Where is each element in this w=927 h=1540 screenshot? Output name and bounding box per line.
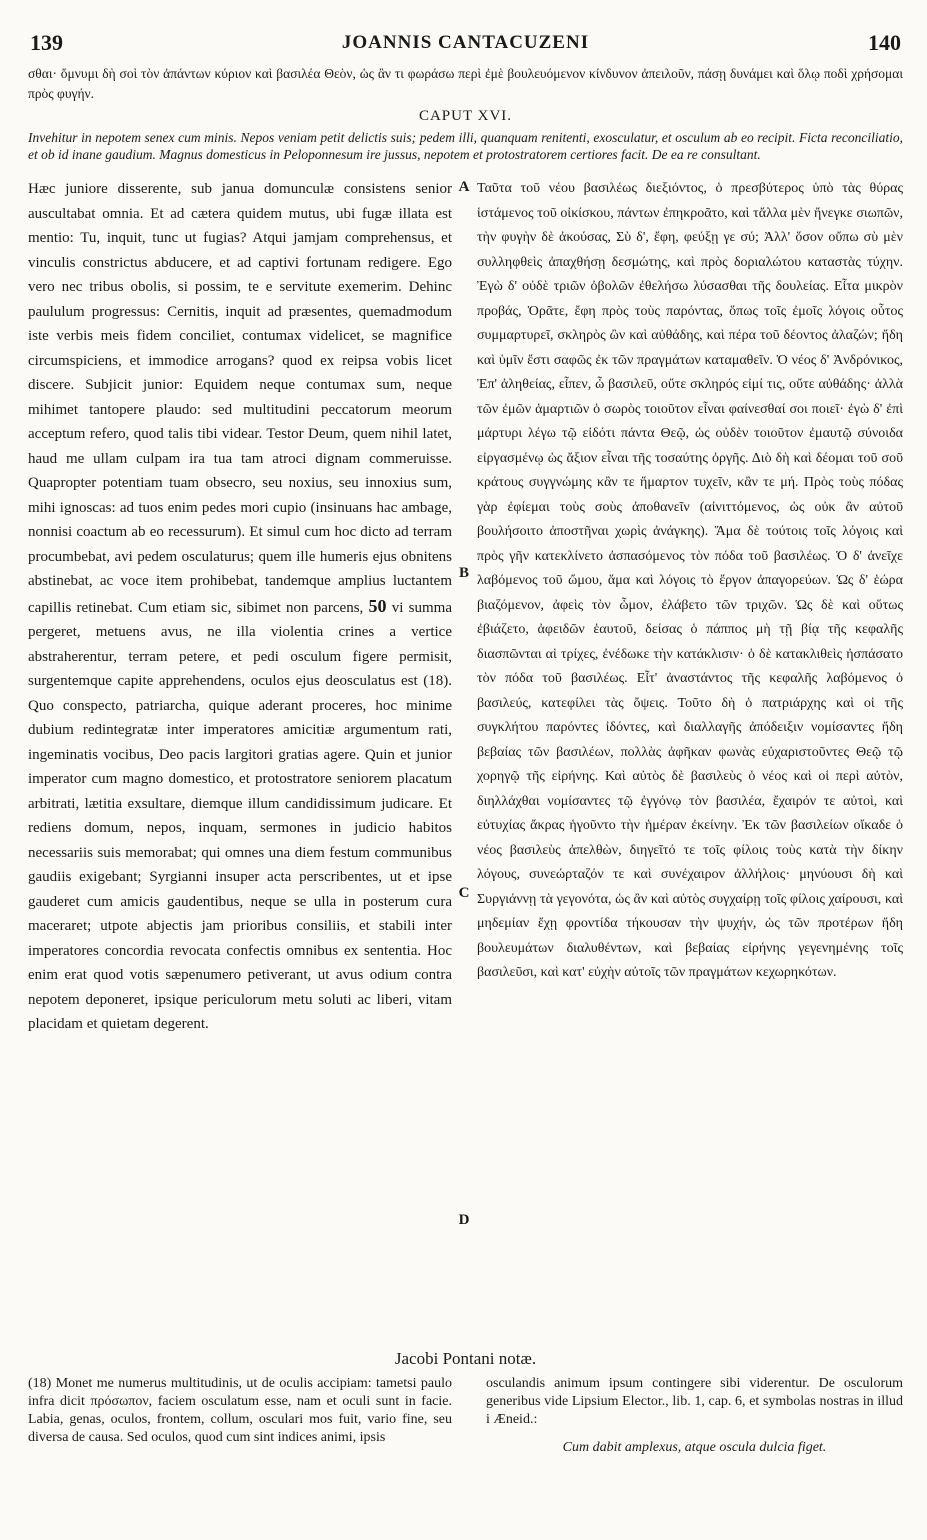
margin-mark-d: D	[458, 1212, 470, 1228]
note-continuation: osculandis animum ipsum contingere sibi viderentur. De osculorum generibus vide Lipsium Elector., lib. 1, cap. 6, et symbolas nostras in illud i Æneid.:	[486, 1376, 903, 1427]
chapter-summary: Invehitur in nepotem senex cum minis. Nepos veniam petit delictis suis; pedem illi, quanquam renitenti, exosculatur, et osculum ab eo recipit. Ficta reconciliatio, et ob id inane gaudium. Magnus domesticus in Peloponnesum ire jussus, nepotem et protostratorem certiores facit. De ea re consultant.	[28, 130, 903, 162]
note-quotation: Cum dabit amplexus, atque oscula dulcia figet.	[562, 1440, 827, 1455]
margin-mark-b: B	[458, 565, 469, 581]
latin-text-part-2: vi summa pergeret, metuens avus, ne illa violentia crines a vertice abstraherentur, terram petere, et pedi osculum figere permisit, surgentemque capite apprehendens, oculos ejus deosculatus est (18). Quo conspecto, patriarcha, quique aderant proceres, hoc minime dubium redintegratæ inter imperatores amicitiæ argumentum rati, ingeminatis vocibus, Deo pacis largitori gratias agere. Quin et junior imperator cum magno domestico, et protostratore seniorem placatum arbitrati, lætitia exsultare, diemque illum candidissimum judicare. Et rediens domum, nepos, inquam, sermones in judicio habitos necessariis suis memorabat; qui omnes una diem festum communibus gaudiis exigebant; Syrgianni insuper acta perscribentes, ut et ipse gauderet cum amicis gaudentibus, neque se ulla in posterum cura maceraret; utpote abjectis jam prioribus consiliis, et stabili inter imperatores concordia revocata confectis omnibus ex sententia. Hoc enim erat quod votis sæpenumero petiverant, ut avus odium contra nepotem deponeret, ipsique periculorum metu soluti ac liberi, vitam placidam et quietam degerent.	[28, 599, 452, 1032]
page-header	[28, 30, 903, 60]
notes-heading: Jacobi Pontani notæ.	[394, 1349, 537, 1368]
notes-section	[28, 1375, 903, 1505]
notes-left-column	[28, 1375, 452, 1447]
page	[28, 30, 903, 1505]
margin-mark-c: C	[458, 885, 470, 901]
chapter-heading: CAPUT XVI.	[418, 108, 513, 124]
page-number-right: 140	[868, 30, 901, 55]
latin-column	[28, 177, 452, 1037]
latin-section-number: 50	[368, 595, 387, 616]
greek-paragraph: Ταῦτα τοῦ νέου βασιλέως διεξιόντος, ὁ πρεσβύτερος ὑπὸ τὰς θύρας ἱστάμενος τοῦ οἰκίσκου, πάντων ἐπηκροᾶτο, καὶ τἄλλα μὲν ἤνεγκε σιωπῶν, τὴν φυγὴν δὲ ἀκούσας, Σὺ δ', ἔφη, φεύξῃ γε σύ; Ἀλλ' ὅσον οὔπω σὺ μὲν συλληφθεὶς ἀπαχθήσῃ δεσμώτης, καὶ πρὸς δορ‍ιαλώτου καταστὰς τύχην. Ἐγὼ δ' οὐδὲ τριῶν ὀβολῶν ἐθελήσω λύσασθαι τῆς δουλείας. Εἶτα μικρὸν προβάς, Ὁρᾶτε, ἔφη πρὸς τοὺς παρόντας, ὅπως τοῖς ἐμοῖς λόγοις οὗτος συμμαρτυρεῖ, σκληρὸς ὢν καὶ αὐθάδης, καὶ πέρα τοῦ δέοντος ἀλαζών; ἤδη καὶ ὑμῖν ἔστι σαφῶς ἐκ τῶν πραγμάτων καταμαθεῖν. Ὁ νέος δ' Ἀνδρόνικος, Ἐπ' ἀληθείας, εἶπεν, ὦ βασιλεῦ, οὔτε σκληρός εἰμί τις, οὔτε αὐθάδης· ἀλλὰ τῶν ἐμῶν ἁμαρτιῶν ὁ σωρὸς τοιοῦτον εἶναι φαίνεσθαί σοι ποιεῖ· ἐγὼ δ' ἐπὶ μάρτυρι λέγω τῷ εἰδότι πάντα Θεῷ, ὡς οὐδὲν τοιοῦτον ἐμαυτῷ σύνοιδα εἰργασμένῳ ὡς ἄξιον εἶναι τῆς τοσαύτης ὀργῆς. Διὸ δὴ καὶ δέομαι τοῦ σοῦ κράτους συγγνώμης κἂν τε ἥμαρτον τυχεῖν, κἂν τε μή. Πρὸς τοὺς πόδας γὰρ ἐφίεμαι τοὺς σοὺς ἀποθανεῖν (αἰνιττόμενος, ὡς οὐκ ἂν αὐτοῦ βουλήσοιτο ἀποστῆναι χωρὶς ἀνάγκης). Ἅμα δὲ τούτοις τοῖς λόγοις καὶ πρὸς γῆν κατεκλίνετο ἀσπασόμενος τὸν πόδα τοῦ βασιλέως. Ὁ δ' ἀνεῖχε λαβόμενος τοῦ ὤμου, ἅμα καὶ λόγοις τὸ ἔργον ἀπαγορεύων. Ὡς δ' ἑώρα βιαζόμενον, ἀφεὶς τὸν ὦμον, ἐλάβετο τῶν τριχῶν. Ὡς δὲ καὶ οὕτως ἐβιάζετο, ἀφειδῶν ἑαυτοῦ, δείσας ὁ πάππος μὴ τῇ βίᾳ τῆς κεφαλῆς διασπῶνται αἱ τρίχες, ἐνέδωκε τὴν κατάκλισιν· ὁ δὲ κατακλιθεὶς ἠσπάσατο τὸν πόδα τοῦ βασιλέως. Εἶτ' ἀναστάντος τῆς κεφαλῆς λαβόμενος ὁ βασιλεύς, κατεφίλει τὰς ὄψεις. Τοῦτο δὴ ὁ πατριάρχης καὶ οἱ τῆς συγκλήτου παρόντες ἰδόντες, καὶ διαλλαγῆς ἀπόδειξιν νομίσαντες ἤδη βεβαίας τῶν βασιλέων, πολλὰς ἀφῆκαν φωνὰς εὐχαριστοῦντες Θεῷ τῷ χορηγῷ τῆς εἰρήνης. Καὶ αὐτὸς δὲ βασιλεὺς ὁ νέος καὶ οἱ περὶ αὐτὸν, διηλλάχθαι νομίσαντες τῷ ἐγγόνῳ τὸν βασιλέα, ἔχαιρόν τε αὐτοὶ, καὶ εὐτυχίας ἄκρας ἡγοῦντο τὴν ἡμέραν ἐκείνην. Ἐκ τῶν βασιλείων οἴκαδε ὁ νέος βασιλεὺς ἀπελθὼν, διηγεῖτό τε τοῖς φίλοις τοὺς κατὰ τὴν δίκην λόγους, συνεώρταζόν τε καὶ συνέχαιρον ἀλλήλοις· μηνύουσι δὴ καὶ Συργιάννῃ τὰ γεγονότα, ὡς ἂν καὶ αὐτὸς συγχαίρῃ τοῖς φίλοις χαίρουσι, καὶ μηδεμίαν ἔχῃ φροντίδα τήκουσαν τὴν ψυχήν, ὡς τῶν προτέρων ἤδη βουλευμάτων διαλυθέντων, καὶ βεβαίας εἰρήνης γεγενημένης τοῖς βασιλεῦσι, καὶ κατ' εὐχὴν αὐτοῖς τῶν πραγμάτων κεχωρηκότων.	[477, 181, 903, 980]
latin-text-part-1: Hæc juniore disserente, sub janua domunculæ consistens senior auscultabat omnia. Et ad cætera quidem mutus, ubi fugæ illata est mentio: Tu, inquit, tunc ut fugias? Atqui jamjam comprehensus, et vinculis constrictus abducere, et ad captivi fortunam redigere. Ego vero nec tribus obolis, si possim, te e servitute exemerim. Dehinc paululum progressus: Cernitis, inquit ad præsentes, quemadmodum iste verbis meis fidem conciliet, contumax videlicet, se magnifice circumspiciens, et immodice arrogans? quod ex reipsa vobis licet discere. Subjicit junior: Equidem neque contumax sum, neque mihimet tantopere plaudo: sed multitudini peccatorum meorum acceptum refero, quod talis tibi videar. Testor Deum, quem nihil latet, haud me ullam culpam ira tua tam atroci dignam commeruisse. Quapropter potentiam tuam obsecro, seu noxius, seu innoxius sum, mihi ignoscas: ad tuos enim pedes mori cupio (insinuans hac ambage, nonnisi coactum ab eo recessurum). Et simul cum hoc dicto ad terram procumbebat, avi pedem osculaturus; quem ille humeris ejus obnitens abstinebat, ac voce item prohibebat, tandemque amplius luctantem capillis retinebat. Cum etiam sic, sibimet non parcens,	[28, 181, 452, 616]
note-18-text: (18) Monet me numerus multitudinis, ut de oculis accipiam: tametsi paulo infra dicit πρόσωπον, faciem osculatum esse, nam et oculi sunt in facie. Labia, genas, oculos, frontem, collum, osculari mos fuit, vario fine, seu diversa de causa. Sed oculos, quod cum sint indices animi, ipsis	[28, 1376, 452, 1445]
greek-column	[477, 177, 903, 986]
greek-intro-text: σθαι· ὄμνυμι δὴ σοὶ τὸν ἀπάντων κύριον καὶ βασιλέα Θεὸν, ὡς ἂν τι φωράσω περὶ ἐμὲ βουλευόμενον κίνδυνον ἀπειλοῦν, πάσῃ δυνάμει καὶ ὅλῳ ποδὶ χρήσομαι πρὸς φυγήν.	[28, 66, 903, 101]
page-number-left: 139	[30, 30, 63, 55]
margin-mark-a: A	[458, 179, 470, 195]
notes-right-column	[486, 1375, 903, 1457]
running-title: JOANNIS CANTACUZENI	[341, 32, 590, 53]
latin-paragraph	[28, 177, 452, 1037]
text-columns	[28, 177, 903, 1347]
